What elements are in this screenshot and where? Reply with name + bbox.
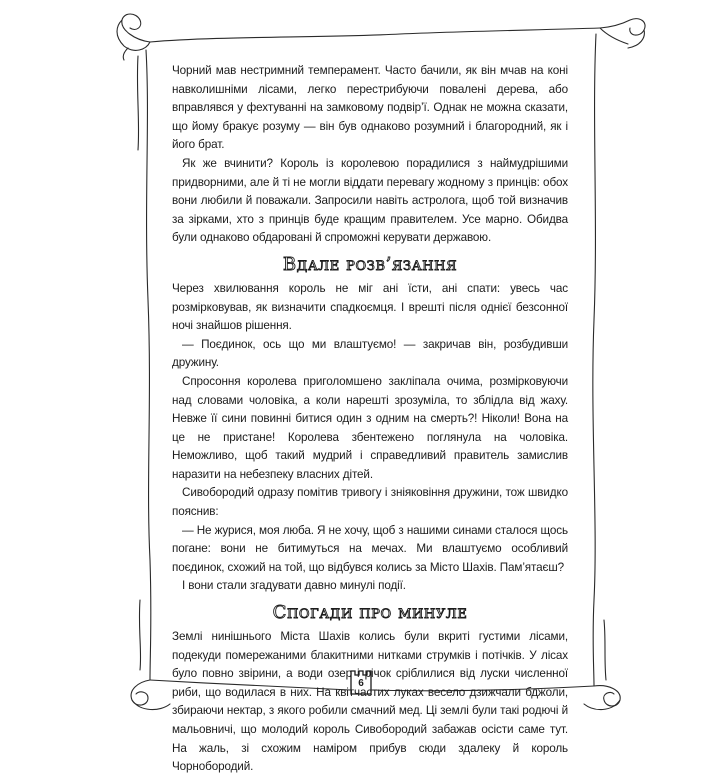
paragraph: — Не журися, моя люба. Я не хочу, щоб з нашими синами сталося щось погане: вони не битимуться на мечах. Ми влаштуємо особливий поєдинок, схожий на той, що відбувся колись за Місто Шахів. Пам’ятаєш? [172,523,568,574]
page-number: 6 [358,678,364,689]
paragraph: Спросоння королева приголомшено закліпала очима, розмірковуючи над словами чоловіка, а коли нарешті зрозуміла, то зблідла від жаху. Невже її сини повинні битися один з одним на смерть?! Ніколи! Вона на це не пристане! Королева збентежено поглянула на чоловіка. Неможливо, щоб такий мудрий і справедливий правитель замислив наразити на небезпеку власних дітей. [172,374,568,481]
section-heading-vdale-rozviazannia: Вдале розв’язання [282,253,458,275]
paragraph: — Поєдинок, ось що ми влаштуємо! — закричав він, розбудивши дружину. [172,337,568,370]
section-heading-spohady-pro-mynule: Спогади про минуле [272,602,468,624]
paragraph: Як же вчинити? Король із королевою порадилися з наймудрішими придворними, але й ті не могли віддати перевагу жодному з принців: обох вони любили й поважали. Запросили навіть астролога, щоб той визначив за зірками, хто з принців буде кращим правителем. Усе марно. Обидва були однаково обдаровані й спроможні керувати державою. [172,156,568,245]
paragraph: Сивобородий одразу помітив тривогу і зніяковіння дружини, тож швидко пояснив: [172,486,568,519]
page-number-badge [350,667,372,693]
paragraph: І вони стали згадувати давно минулі події. [182,579,406,593]
paragraph: Через хвилювання король не міг ані їсти, ані спати: увесь час розмірковував, як визначити спадкоємця. І врешті після однієї безсонної ночі знайшов рішення. [172,281,568,333]
paragraph: Чорний мав нестримний темперамент. Часто бачили, як він мчав на коні навколишніми лісами, легко перестрибуючи повалені дерева, або вправлявся у фехтуванні на замковому подвір’ї. Однак не можна сказати, що йому бракує розуму — він був однаково розумний і благородний, як і його брат. [172,64,568,152]
paragraph: Землі нинішнього Міста Шахів колись були вкриті густими лісами, подекуди помережаними блакитними нитками струмків і потічків. У лісах було повно звірини, а води озер і річок сріблилися від луски численної риби, що водилася в них. На квітчастих луках весело дзижчали бджоли, збираючи нектар, з якого робили смачний мед. Ці землі були такі родючі й мальовничі, що молодий король Сивобородий забажав осісти саме тут. На жаль, зі схожим наміром прибув сюди здалеку й король Чорнобородий. [172,630,568,774]
